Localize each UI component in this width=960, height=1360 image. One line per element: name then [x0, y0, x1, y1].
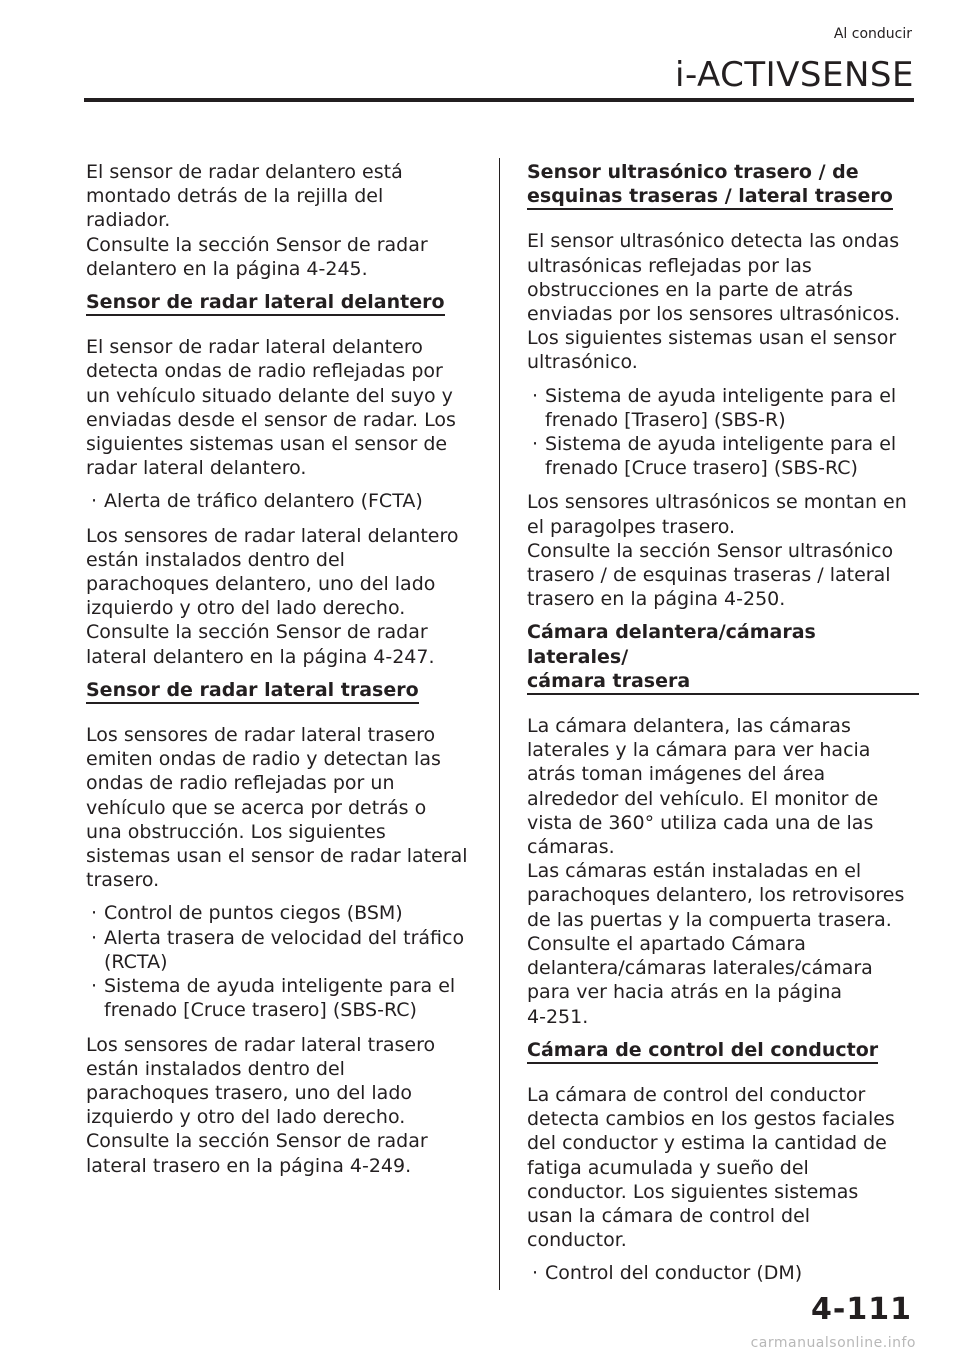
section-heading: Cámara delantera/cámaras laterales/ cámara trasera [527, 620, 919, 695]
body-paragraph: Los sensores de radar lateral trasero emiten ondas de radio y detectan las ondas de radio reflejadas por un vehículo que se acerca por detrás o una obstrucción. Los siguientes sistemas usan el sensor de radar lateral trasero. [86, 724, 468, 892]
body-paragraph: La cámara de control del conductor detecta cambios en los gestos faciales del conductor y estima la cantidad de fatiga acumulada y sueño del conductor. Los siguientes sistemas usan la cámara de control del conductor. [527, 1083, 895, 1252]
body-paragraph: Los sensores ultrasónicos se montan en el paragolpes trasero. Consulte la sección Sensor ultrasónico trasero / de esquinas traseras / lateral trasero en la página 4-250. [527, 491, 907, 611]
column-divider [499, 158, 500, 1290]
list-item-text: Sistema de ayuda inteligente para el frenado [Trasero] (SBS-R) [545, 384, 897, 431]
list-item [86, 901, 478, 925]
watermark: carmanualsonline.info [750, 1335, 916, 1351]
page-number: 4-111 [811, 1292, 912, 1327]
bullet-icon: · [91, 490, 98, 513]
section-cameras [527, 620, 919, 705]
bullet-icon: · [532, 433, 539, 456]
list-item-text: Sistema de ayuda inteligente para el frenado [Cruce trasero] (SBS-RC) [104, 975, 456, 1022]
body-paragraph: Los sensores de radar lateral delantero están instalados dentro del parachoques delantero, uno del lado izquierdo y otro del lado derecho. Consulte la sección Sensor de radar lateral delantero en la página 4-247. [86, 524, 459, 668]
list-item [527, 432, 919, 480]
list-item [86, 489, 478, 513]
list-item [86, 926, 478, 974]
body-paragraph: La cámara delantera, las cámaras laterales y la cámara para ver hacia atrás toman imágenes del área alrededor del vehículo. El monitor de vista de 360° utiliza cada una de las cámaras. Las cámaras están instaladas en el parachoques delantero, los retrovisores de las puertas y la compuerta trasera. Consulte el apartado Cámara delantera/cámaras laterales/cámara para ver hacia atrás en la página 4-251. [527, 715, 905, 1028]
list-item-text: Control del conductor (DM) [545, 1262, 803, 1285]
bullet-list [527, 384, 919, 481]
body-paragraph: El sensor ultrasónico detecta las ondas ultrasónicas reflejadas por las obstrucciones en la parte de atrás enviadas por los sensores ultrasónicos. Los siguientes sistemas usan el sensor ultrasónico. [527, 230, 901, 374]
section-driver-camera [527, 1038, 919, 1074]
section-heading: Sensor ultrasónico trasero / de esquinas traseras / lateral trasero [527, 160, 893, 210]
body-paragraph: Los sensores de radar lateral trasero están instalados dentro del parachoques trasero, uno del lado izquierdo y otro del lado derecho. Consulte la sección Sensor de radar lateral trasero en la página 4-249. [86, 1033, 436, 1177]
list-item-text: Alerta trasera de velocidad del tráfico (RCTA) [104, 926, 465, 973]
left-column [86, 160, 478, 1187]
section-heading: Sensor de radar lateral delantero [86, 290, 445, 316]
bullet-list [86, 901, 478, 1022]
list-item [527, 1261, 919, 1285]
right-column [527, 160, 919, 1296]
section-heading: Sensor de radar lateral trasero [86, 678, 419, 704]
list-item [527, 384, 919, 432]
list-item-text: Sistema de ayuda inteligente para el frenado [Cruce trasero] (SBS-RC) [545, 433, 897, 480]
header-rule [84, 98, 914, 102]
bullet-icon: · [532, 384, 539, 407]
bullet-icon: · [91, 926, 98, 949]
section-ultrasonic [527, 160, 919, 220]
bullet-list [527, 1261, 919, 1285]
list-item-text: Alerta de tráfico delantero (FCTA) [104, 490, 423, 513]
header-section-label: Al conducir [833, 26, 912, 42]
bullet-icon: · [91, 975, 98, 998]
intro-paragraph: El sensor de radar delantero está montado detrás de la rejilla del radiador. Consulte la sección Sensor de radar delantero en la página 4-245. [86, 161, 428, 280]
section-heading: Cámara de control del conductor [527, 1038, 878, 1064]
list-item-text: Control de puntos ciegos (BSM) [104, 902, 403, 925]
bullet-icon: · [532, 1262, 539, 1285]
section-front-lateral [86, 290, 478, 326]
section-rear-lateral [86, 678, 478, 714]
body-paragraph: El sensor de radar lateral delantero detecta ondas de radio reflejadas por un vehículo situado delante del suyo y enviadas desde el sensor de radar. Los siguientes sistemas usan el sensor de radar lateral delantero. [86, 336, 456, 480]
bullet-list [86, 489, 478, 513]
header-title: i-ACTIVSENSE [675, 55, 914, 95]
list-item [86, 974, 478, 1022]
bullet-icon: · [91, 902, 98, 925]
